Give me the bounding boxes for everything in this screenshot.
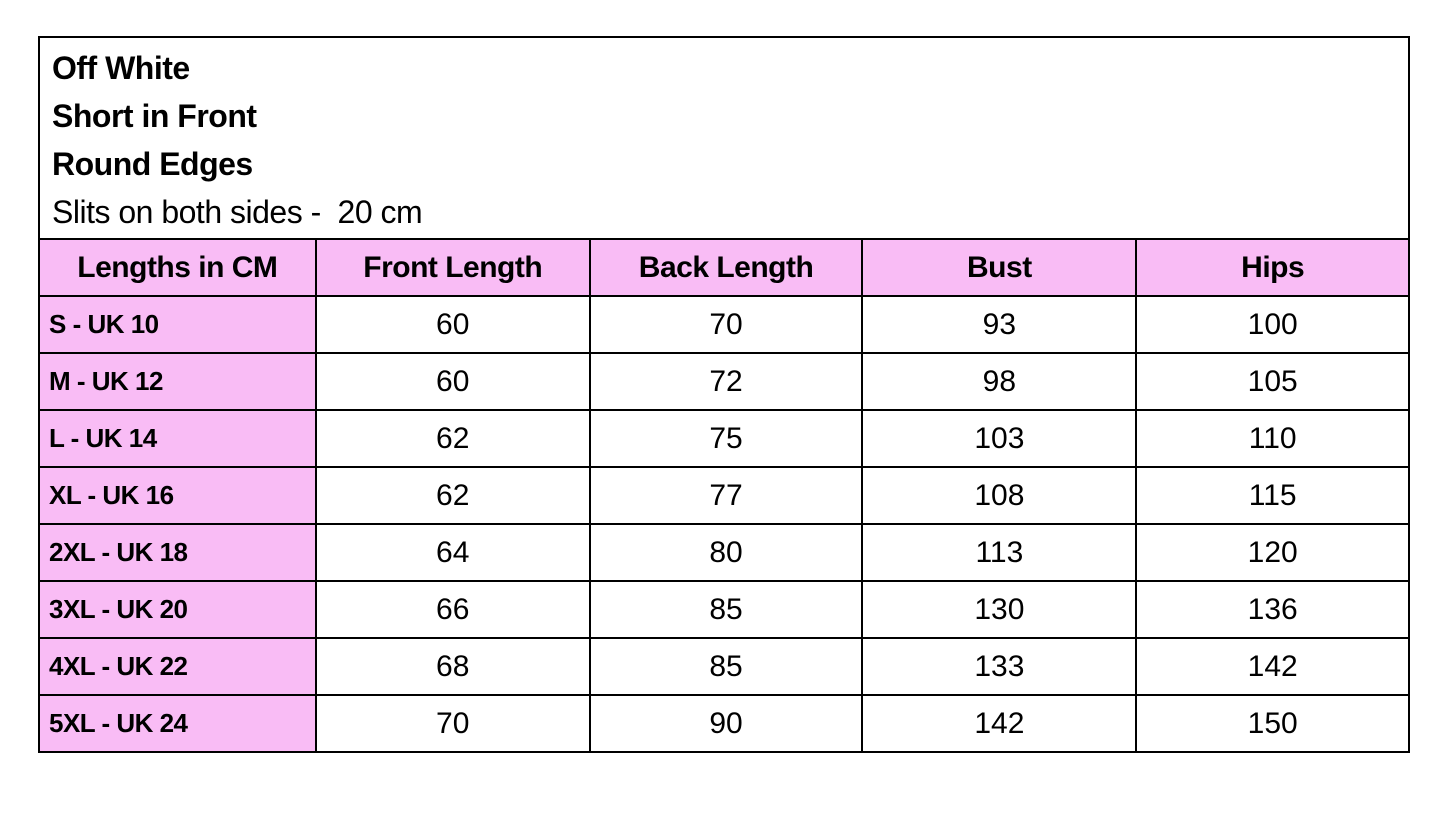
- hips-cell: 100: [1136, 296, 1409, 353]
- bust-cell: 98: [862, 353, 1136, 410]
- bust-cell: 133: [862, 638, 1136, 695]
- size-cell: L - UK 14: [39, 410, 316, 467]
- bust-cell: 130: [862, 581, 1136, 638]
- column-header-front-length: Front Length: [316, 239, 590, 296]
- size-cell: 3XL - UK 20: [39, 581, 316, 638]
- table-row-2xl: [39, 524, 1409, 581]
- front-length-cell: 60: [316, 296, 590, 353]
- hips-cell: 110: [1136, 410, 1409, 467]
- back-length-cell: 80: [590, 524, 863, 581]
- hips-cell: 115: [1136, 467, 1409, 524]
- size-cell: 5XL - UK 24: [39, 695, 316, 752]
- back-length-cell: 72: [590, 353, 863, 410]
- front-length-cell: 66: [316, 581, 590, 638]
- hips-cell: 150: [1136, 695, 1409, 752]
- back-length-cell: 90: [590, 695, 863, 752]
- back-length-cell: 85: [590, 581, 863, 638]
- bust-cell: 103: [862, 410, 1136, 467]
- bust-cell: 113: [862, 524, 1136, 581]
- table-row-5xl: [39, 695, 1409, 752]
- size-table: [38, 238, 1410, 753]
- table-row-l: [39, 410, 1409, 467]
- column-header-bust: Bust: [862, 239, 1136, 296]
- front-length-cell: 62: [316, 410, 590, 467]
- bust-cell: 93: [862, 296, 1136, 353]
- column-header-lengths: Lengths in CM: [39, 239, 316, 296]
- hips-cell: 120: [1136, 524, 1409, 581]
- size-cell: M - UK 12: [39, 353, 316, 410]
- front-length-cell: 68: [316, 638, 590, 695]
- column-header-back-length: Back Length: [590, 239, 863, 296]
- note-style-front: Short in Front: [52, 98, 257, 134]
- hips-cell: 142: [1136, 638, 1409, 695]
- front-length-cell: 60: [316, 353, 590, 410]
- size-cell: XL - UK 16: [39, 467, 316, 524]
- back-length-cell: 85: [590, 638, 863, 695]
- table-row-s: [39, 296, 1409, 353]
- size-cell: 2XL - UK 18: [39, 524, 316, 581]
- note-color: Off White: [52, 50, 190, 86]
- column-header-hips: Hips: [1136, 239, 1409, 296]
- size-cell: S - UK 10: [39, 296, 316, 353]
- back-length-cell: 77: [590, 467, 863, 524]
- table-row-xl: [39, 467, 1409, 524]
- front-length-cell: 64: [316, 524, 590, 581]
- front-length-cell: 70: [316, 695, 590, 752]
- size-chart-sheet: [38, 36, 1410, 753]
- product-notes: [38, 36, 1410, 238]
- size-cell: 4XL - UK 22: [39, 638, 316, 695]
- table-row-3xl: [39, 581, 1409, 638]
- note-slits: Slits on both sides - 20 cm: [52, 194, 423, 230]
- front-length-cell: 62: [316, 467, 590, 524]
- hips-cell: 105: [1136, 353, 1409, 410]
- note-round-edges: Round Edges: [52, 146, 253, 182]
- hips-cell: 136: [1136, 581, 1409, 638]
- table-row-m: [39, 353, 1409, 410]
- table-row-4xl: [39, 638, 1409, 695]
- back-length-cell: 70: [590, 296, 863, 353]
- bust-cell: 142: [862, 695, 1136, 752]
- back-length-cell: 75: [590, 410, 863, 467]
- header-row: [39, 239, 1409, 296]
- bust-cell: 108: [862, 467, 1136, 524]
